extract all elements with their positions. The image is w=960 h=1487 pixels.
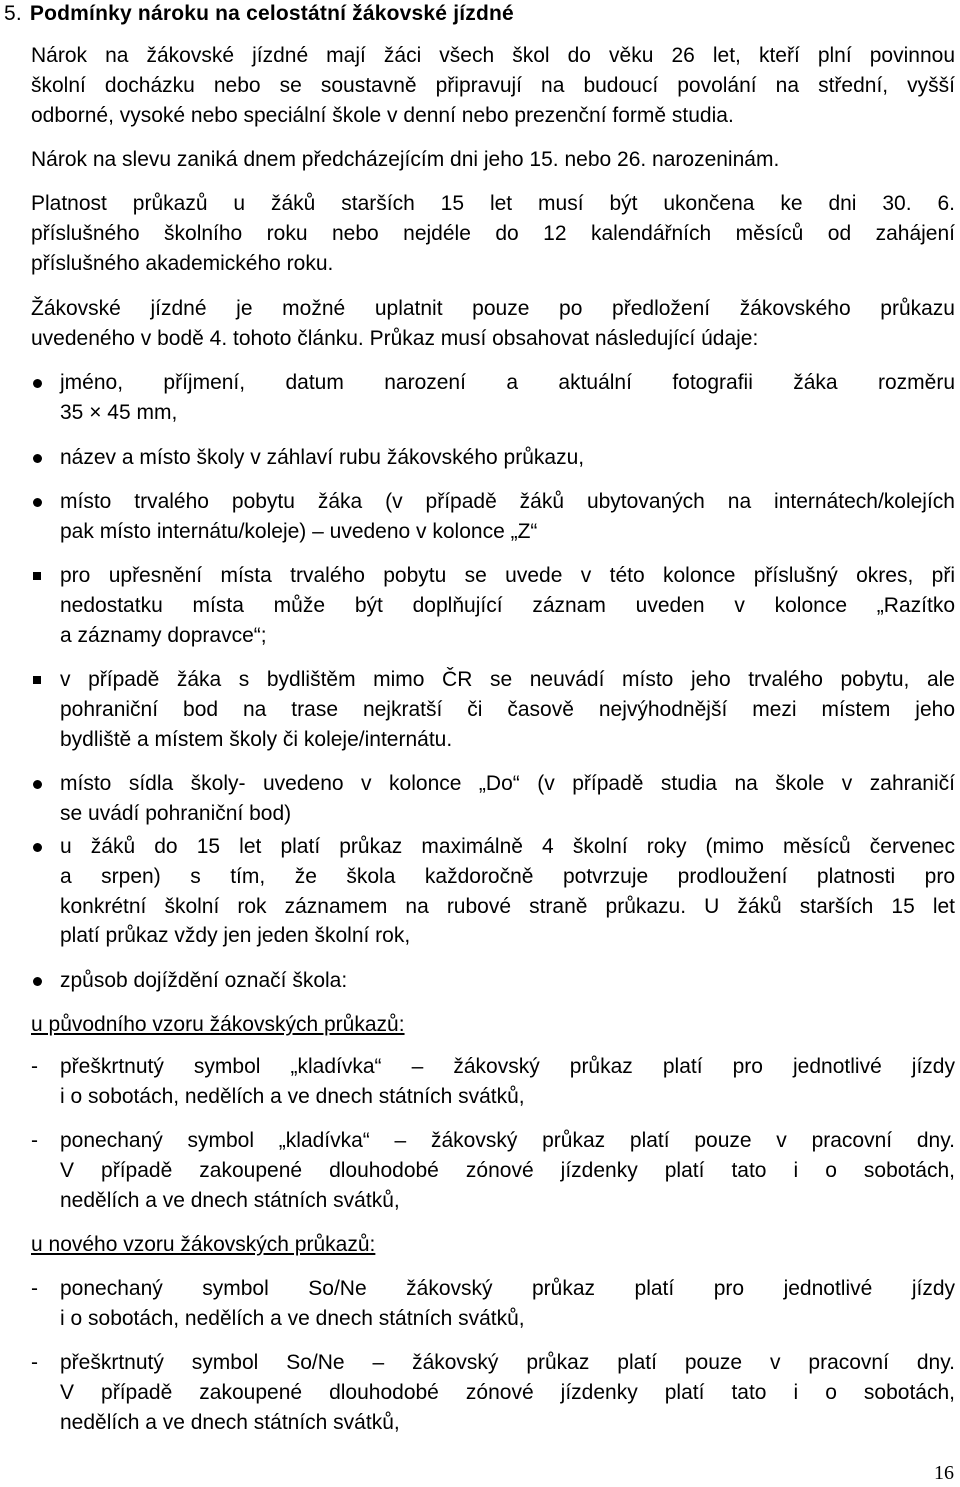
text-line: a srpen) s tím, že škola každoročně potvrzuje prodloužení platnosti pro xyxy=(60,864,955,888)
text-line: u žáků do 15 let platí průkaz maximálně 4 školní roky (mimo měsíců červenec xyxy=(60,835,955,858)
section-new-title xyxy=(31,1230,955,1260)
paragraph-card-requirements xyxy=(31,294,955,354)
list-item xyxy=(31,769,955,829)
text-line: přeškrtnutý symbol So/Ne – žákovský průkaz platí pouze v pracovní dny. xyxy=(60,1351,955,1374)
text-line: ponechaný symbol „kladívka“ – žákovský průkaz platí pouze v pracovní dny. xyxy=(60,1129,955,1152)
dash-item xyxy=(31,1052,955,1112)
bullet-dot-icon xyxy=(31,966,53,996)
text-line: Nárok na žákovské jízdné mají žáci všech škol do věku 26 let, kteří plní povinnou xyxy=(31,44,955,67)
text-line: jméno, příjmení, datum narození a aktuální fotografii žáka rozměru xyxy=(60,371,955,394)
text-line: se uvádí pohraniční bod) xyxy=(60,801,292,825)
paragraph-eligibility xyxy=(31,41,955,130)
list-item xyxy=(31,487,955,547)
bullet-dot-icon xyxy=(31,368,53,398)
section-number: 5. xyxy=(4,2,22,25)
text-line: uvedeného v bodě 4. tohoto článku. Průkaz musí obsahovat následující údaje: xyxy=(31,326,759,350)
bullet-dot-icon xyxy=(31,443,53,473)
text-line: Platnost průkazů u žáků starších 15 let musí být ukončena ke dni 30. 6. xyxy=(31,192,955,215)
text-line: pohraniční bod na trase nejkratší či časově nejvýhodnější mezi místem jeho xyxy=(60,697,955,721)
text-line: školní docházku nebo se soustavně připravují na budoucí povolání na střední, vyšší xyxy=(31,73,955,97)
text-line: příslušného akademického roku. xyxy=(31,251,334,275)
text-line: v případě žáka s bydlištěm mimo ČR se neuvádí místo jeho trvalého pobytu, ale xyxy=(60,668,955,691)
page-number: 16 xyxy=(934,1462,954,1484)
dash-icon: - xyxy=(31,1277,38,1300)
text-line: konkrétní školní rok záznamem na rubové straně průkazu. U žáků starších 15 let xyxy=(60,894,955,918)
section-title: Podmínky nároku na celostátní žákovské jízdné xyxy=(29,2,514,25)
text-line: ponechaný symbol So/Ne žákovský průkaz platí pro jednotlivé jízdy xyxy=(60,1277,955,1300)
text-line: pro upřesnění místa trvalého pobytu se uvede v této kolonce příslušný okres, při xyxy=(60,564,955,587)
text-line: 35 × 45 mm, xyxy=(60,400,178,424)
dash-icon: - xyxy=(31,1129,38,1152)
bullet-square-icon xyxy=(31,665,53,695)
bullet-dot-icon xyxy=(31,769,53,799)
subheading: u nového vzoru žákovských průkazů: xyxy=(31,1233,376,1256)
paragraph-validity xyxy=(31,189,955,278)
dash-item xyxy=(31,1274,955,1334)
text-line: V případě zakoupené dlouhodobé zónové jízdenky platí tato i o sobotách, xyxy=(60,1158,955,1182)
text-line: přeškrtnutý symbol „kladívka“ – žákovský průkaz platí pro jednotlivé jízdy xyxy=(60,1055,955,1078)
subheading: u původního vzoru žákovských průkazů: xyxy=(31,1013,405,1036)
text-line: nedělích a ve dnech státních svátků, xyxy=(60,1188,400,1212)
list-item xyxy=(31,966,955,996)
bullet-dot-icon xyxy=(31,487,53,517)
text-line: místo trvalého pobytu žáka (v případě žáků ubytovaných na internátech/kolejích xyxy=(60,490,955,513)
text-line: nedostatku místa může být doplňující záznam uveden v kolonce „Razítko xyxy=(60,593,955,617)
text-line: odborné, vysoké nebo speciální škole v denní nebo prezenční formě studia. xyxy=(31,103,734,127)
text-line: bydliště a místem školy či koleje/internátu. xyxy=(60,727,453,751)
dash-icon: - xyxy=(31,1351,38,1374)
text-line: Nárok na slevu zaniká dnem předcházejícím dni jeho 15. nebo 26. narozeninám. xyxy=(31,148,780,171)
text-line: nedělích a ve dnech státních svátků, xyxy=(60,1410,400,1434)
text-line: Žákovské jízdné je možné uplatnit pouze po předložení žákovského průkazu xyxy=(31,297,955,320)
bullet-dot-icon xyxy=(31,832,53,862)
list-item xyxy=(31,832,955,952)
section-heading xyxy=(4,2,514,26)
list-item xyxy=(31,561,955,651)
list-item xyxy=(31,665,955,755)
paragraph-discount-end xyxy=(31,145,955,175)
text-line: i o sobotách, nedělích a ve dnech státních svátků, xyxy=(60,1306,525,1330)
text-line: způsob dojíždění označí škola: xyxy=(60,969,348,992)
list-item xyxy=(31,368,955,428)
text-line: příslušného školního roku nebo nejdéle do 12 kalendářních měsíců od zahájení xyxy=(31,221,955,245)
section-old-title xyxy=(31,1010,955,1040)
text-line: a záznamy dopravce“; xyxy=(60,623,267,647)
text-line: název a místo školy v záhlaví rubu žákovského průkazu, xyxy=(60,446,585,469)
text-line: místo sídla školy- uvedeno v kolonce „Do“ (v případě studia na škole v zahraničí xyxy=(60,772,955,795)
text-line: i o sobotách, nedělích a ve dnech státních svátků, xyxy=(60,1084,525,1108)
list-item xyxy=(31,443,955,473)
dash-item xyxy=(31,1126,955,1216)
text-line: platí průkaz vždy jen jeden školní rok, xyxy=(60,924,411,948)
bullet-square-icon xyxy=(31,561,53,591)
dash-icon: - xyxy=(31,1055,38,1078)
dash-item xyxy=(31,1348,955,1438)
text-line: V případě zakoupené dlouhodobé zónové jízdenky platí tato i o sobotách, xyxy=(60,1380,955,1404)
text-line: pak místo internátu/koleje) – uvedeno v kolonce „Z“ xyxy=(60,519,538,543)
